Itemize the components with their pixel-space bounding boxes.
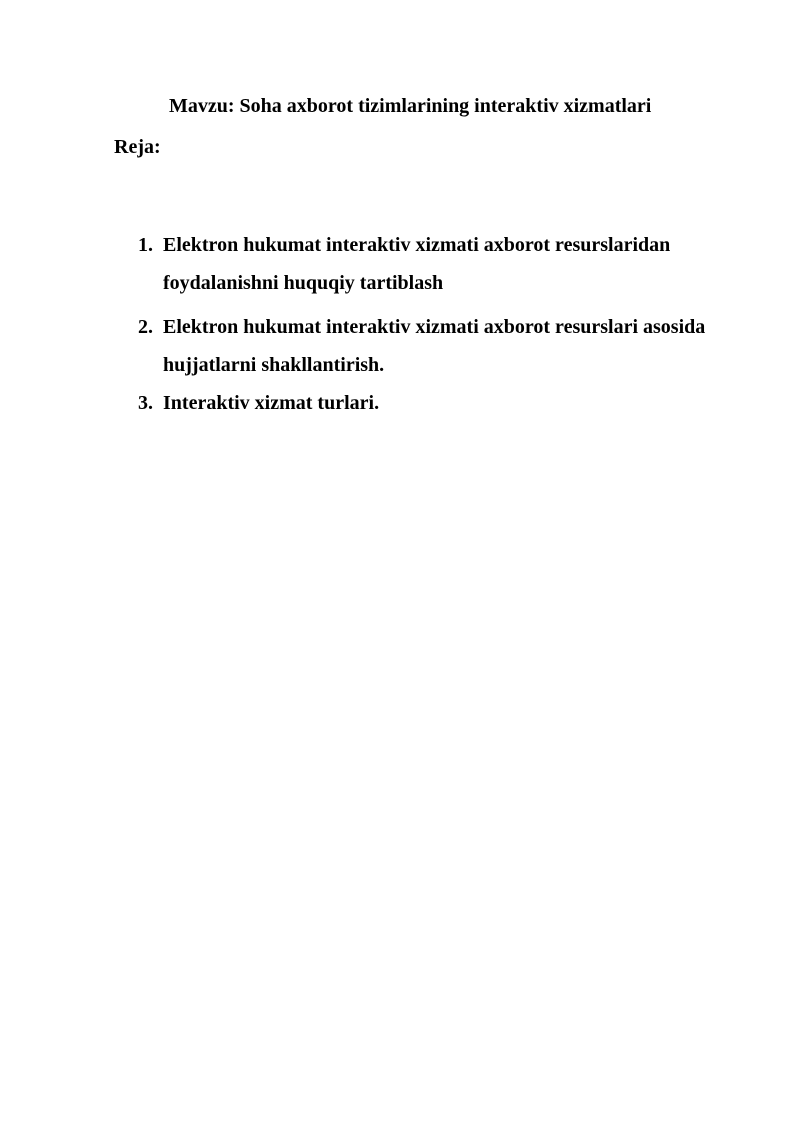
plan-item-number: 1. — [138, 234, 153, 256]
plan-heading: Reja: — [114, 136, 161, 158]
plan-item-number: 2. — [138, 316, 153, 338]
plan-item-text: Elektron hukumat interaktiv xizmati axborot resurslaridan foydalanishni huquqiy tartiblash — [163, 234, 671, 294]
plan-item-text: Elektron hukumat interaktiv xizmati axborot resurslari asosida hujjatlarni shakllantirish. — [163, 316, 706, 376]
plan-item-3 — [138, 384, 758, 422]
plan-item-2 — [138, 308, 758, 384]
plan-list — [138, 226, 758, 422]
plan-item-1 — [138, 226, 758, 302]
plan-item-number: 3. — [138, 392, 153, 414]
plan-item-text: Interaktiv xizmat turlari. — [163, 392, 380, 414]
document-title: Mavzu: Soha axborot tizimlarining interaktiv xizmatlari — [169, 95, 652, 117]
